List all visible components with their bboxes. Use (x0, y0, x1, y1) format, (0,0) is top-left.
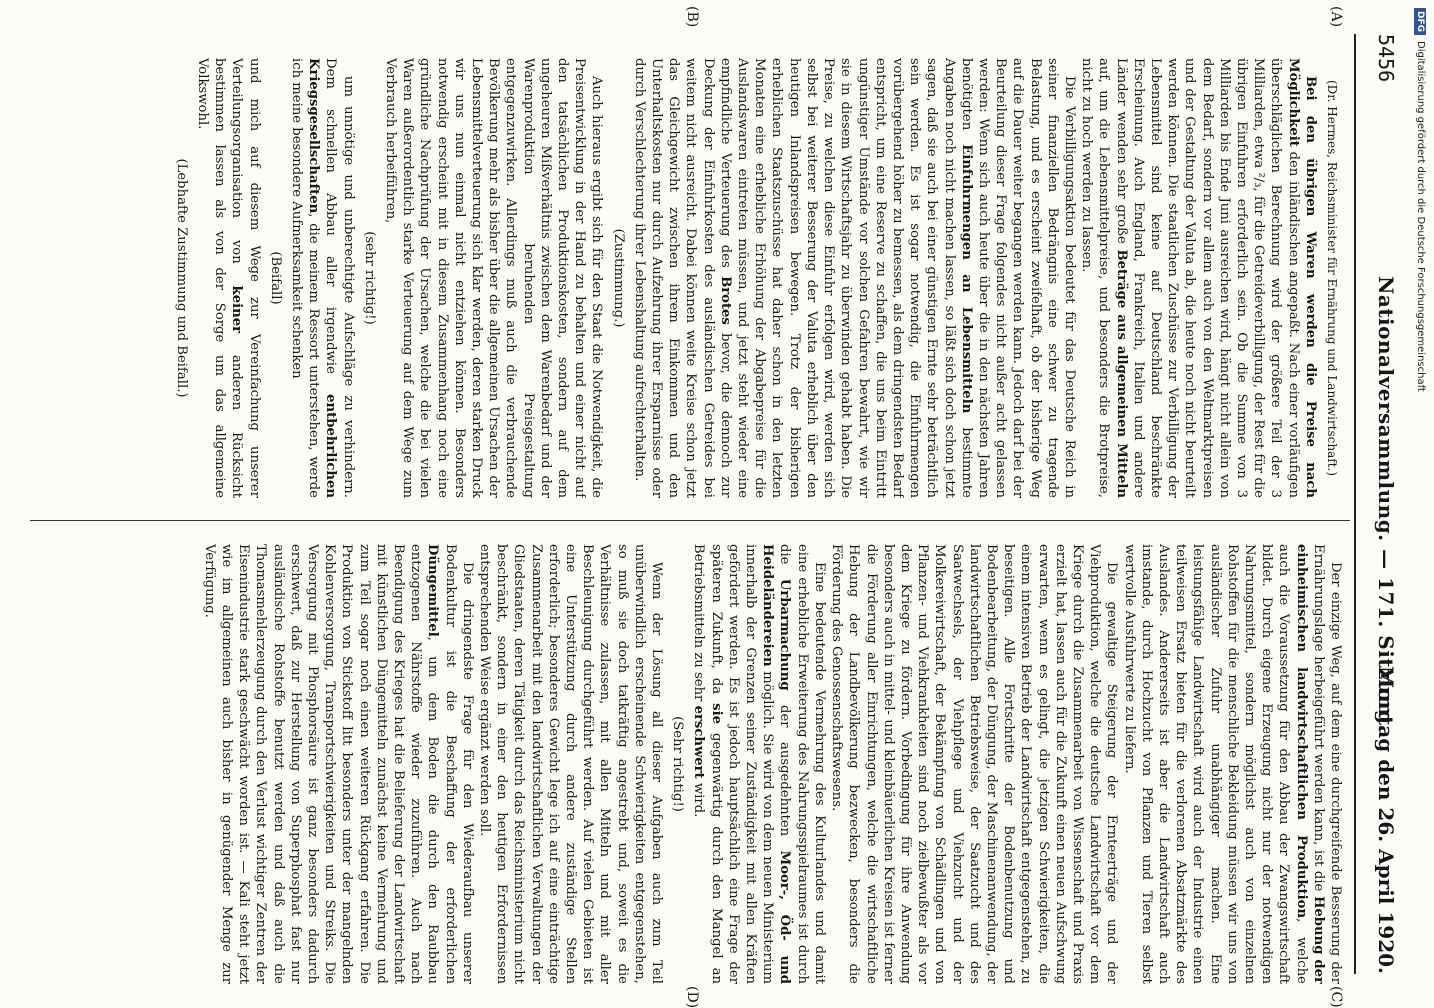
bold-text: Hebung der einheimischen landwirtschaftlichen Produktion (1293, 544, 1326, 984)
text: wird. (691, 778, 707, 818)
running-header (1360, 34, 1412, 974)
right-column (34, 544, 1344, 984)
interjection: (Beifall) (267, 251, 283, 305)
text: auf, um die Lebensmittelpreise, und besonders die Brotpreise, nicht zu hoch werden zu lassen. (1079, 58, 1112, 498)
bold-text: die Preise nach Möglichkeit (1285, 58, 1318, 498)
column-divider (30, 520, 1350, 521)
bold-text: Einfuhrmengen an Lebensmitteln (958, 144, 974, 414)
bold-text: keiner (229, 285, 245, 334)
page-title: Nationalversammlung. — 171. Sitzung. (1374, 276, 1398, 732)
digitization-credit (1414, 8, 1426, 983)
credit-text: Digitalisierung gefördert durch die Deutsche Forschungsgemeinschaft (1415, 41, 1426, 392)
text: Die dringendste Frage für den Wiederaufbau unserer Bodenkultur ist die Beschaffung der erforderlichen (442, 544, 475, 984)
paragraph: Die gewaltige Steigerung der Ernteerträge und der Viehproduktion, welche die deutsche Landwirtschaft vor dem Kriege durch die Zusammenarbeit von Wissenschaft und Praxis erzielt hat, lassen auch für die Zukunft einen neuen Aufschwung erwarten, wenn es gelingt, die jetzigen Schwierigkeiten, die einem intensiven Betrieb der Landwirtschaft entgegenstehen, zu beseitigen. Alle Fortschritte der Bodenbenutzung und Bodenbearbeitung, der Düngung, der Maschinenanwendung, der landwirtschaftlichen Betriebsweise, der Saatzucht und des Saatwechsels, der Viehpflege und Viehzucht und der Molkereiwirtschaft, der Bekämpfung von Schädlingen und von Pflanzen- und Viehkrankheiten sind noch zielbewußter als vor dem Kriege zu fördern. Vorbedingung für ihre Anwendung besonders auch in mittel- und kleinbäuerlichen Kreisen ist ferner die Förderung aller Einrichtungen, welche die wirtschaftliche Hebung der Landbevölkerung bezwecken, besonders die Förderung des Genossenschaftswesens. (829, 544, 1120, 984)
dfg-logo: DFG (1414, 8, 1426, 35)
paragraph (288, 58, 357, 498)
paragraph: Auch hieraus ergibt sich für den Staat die Notwendigkeit, die Preisentwicklung in der Hand zu behalten und einer nicht auf den tatsächlichen Produktionskosten, sondern auf dem ungeheuren Mißverhältnis zwischen dem Warenbedarf und der Warenproduktion beruhenden Preisgestaltung entgegenzuwirken. Allerdings muß auch die verbrauchende Bevölkerung mehr als bisher über die allgemeinen Ursachen der Lebensmittelverteuerung sich klar werden, deren starken Druck wir uns nun einmal nicht entziehen können. Besonders notwendig erscheint mit in diesem Zusammenhang noch eine gründliche Nachprüfung der Ursachen, welche die bei vielen Waren außerordentlich starke Verteuerung auf dem Wege zum Verbrauch herbeiführen, (383, 58, 605, 498)
paragraph (690, 544, 828, 984)
header-rule (1354, 34, 1356, 974)
paragraph (1120, 544, 1344, 984)
text: den inländischen angepaßt. Nach einer vorläufigen überschläglichen Berechnung wird der größere Teil der 3 Milliarden, etwa ²/₃, für die Getreideverbilligung, der Rest für die übrigen Einfuhren erforderlich sein. Ob die Summe von 3 Milliarden bis Ende Juni ausreichen wird, hängt nicht allein von dem Bedarf, sondern vor allem auch von den Weltmarktpreisen und der Gestaltung der Valuta ab, die heute noch nicht beurteilt werden können. Die staatlichen Zuschüsse zur Verbilligung der Lebensmittel sind keine auf Deutschland beschränkte Erscheinung. Auch England, Frankreich, Italien und andere Länder wenden sehr große (1113, 58, 1301, 498)
paragraph (1078, 58, 1319, 498)
text: , die meinem Ressort unterstehen, werde ich meine besondere Aufmerksamkeit schenken (289, 58, 322, 498)
page-number: 5456 (1374, 34, 1398, 83)
bold-text: erschwert (691, 705, 707, 779)
text: bestimmte Angaben noch nicht machen lassen, so läßt sich doch schon jetzt sagen, daß sie auch bei einer günstigen Ernte sehr beträchtlich sein werden. Es ist sogar notwendig, die Einfuhrmengen vorübergehend höher zu bemessen, als dem dringendsten Bedarf entspricht, um eine Reserve zu schaffen, die uns beim Eintritt ungünstiger Umstände vor solchen Gefahren bewahrt, wie wir sie in diesem Wirtschaftsjahr zu überwinden gehabt haben. Die Preise, zu welchen diese Einfuhr erfolgen wird, werden sich selbst bei weiterer Besserung der Valuta erheblich über den heutigen Inlandspreisen bewegen. Trotz der bisherigen erheblichen Staatszuschüsse hat daher schon in den letzten Monaten eine erhebliche Erhöhung der Abgabepreise für die Auslandswaren eintreten müssen, und jetzt steht wieder eine empfindliche Verteuerung des (717, 58, 974, 498)
text: Die Verbilligungsaktion bedeutet für das Deutsche Reich in seiner finanziellen Bedrängnis eine schwer zu tragende Belastung, und es erscheint zweifelhaft, ob der bisherige Weg auf die Dauer weiter begangen werden kann. Jedoch darf bei der Beurteilung dieser Frage folgendes nicht außer acht gelassen werden: Wenn sich auch heute über die in den nächsten Jahren benötigten (958, 58, 1077, 498)
margin-mark-c: (C) (1328, 986, 1344, 1008)
bold-text: Beträge aus allgemeinen Mitteln (1113, 249, 1129, 498)
text: bevor, die dennoch zur Deckung der Einfuhrkosten des ausländischen Getreides bei weitem nicht ausreicht. Dabei können weite Kreise schon jetzt das Gleichgewicht zwischen ihrem Einkommen und den Unterhaltskosten nur durch Aufzehrung ihrer Ersparnisse oder durch Verschlechterung ihrer Lebenshaltung aufrechterhalten. (631, 58, 733, 498)
text: um unnötige und unberechtigte Aufschläge zu verhindern. Dem schnellen Abbau aller irgendwie (323, 58, 356, 498)
margin-mark-a: (A) (1328, 6, 1344, 28)
bold-text: Moor-, Öd- und Heideländereien (760, 544, 793, 984)
speaker-note: (Dr. Hermes, Reichsminister für Ernährung und Landwirtschaft.) (1325, 79, 1339, 477)
text: gegenwärtig durch den Mangel an Betriebsmitteln zu sehr (691, 544, 724, 984)
text: , um dem Boden die durch den Raubbau entzogenen Nährstoffe wieder zuzuführen. Auch nach Beendigung des Krieges hat die Belieferung der Landwirtschaft mit künstlichen Düngemitteln zunächst keine Vermehrung und zum Teil sogar noch einen weiteren Rückgang erfahren. Die Produktion von Stickstoff litt besonders unter der mangelnden Kohlenversorgung, Transportschwierigkeiten und Streiks. Die Versorgung mit Phosphorsäure ist ganz besonders dadurch erschwert, daß zur Herstellung von Superphosphat fast nur ausländische Rohstoffe benutzt werden und daß auch die Thomasmehlerzeugung durch den Verlust wichtiger Zentren der Eisenindustrie stark geschwächt worden ist. — Kali steht jetzt wie im allgemeinen auch bisher in genügender Menge zur Verfügung. (201, 544, 441, 984)
text: möglich. Sie wird von dem neuen Ministerium innerhalb der Grenzen seiner Zuständigkeit mit allen Kräften gefördert werden. Es ist jedoch hauptsächlich eine Frage der späteren Zukunft, da (708, 544, 776, 984)
session-date: Montag den 26. April 1920. (1374, 666, 1398, 974)
text: der ausgedehnten (777, 690, 793, 851)
text: Eine bedeutende Vermehrung des Kulturlandes und damit eine erhebliche Erweiterung des Nahrungsspielraumes ist durch die (777, 544, 827, 984)
paragraph (194, 58, 263, 498)
margin-mark-d: (D) (684, 986, 700, 1008)
bold-text: Urbarmachung (777, 578, 793, 691)
bold-text: Brotes (717, 276, 733, 325)
interjection: (Lebhafte Zustimmung und Beifall.) (173, 158, 189, 398)
interjection: (Zustimmung.) (610, 228, 626, 328)
interjection: (Sehr richtig!) (670, 716, 686, 812)
left-column (34, 58, 1344, 498)
bold-text: sie (708, 703, 724, 724)
paragraph (631, 58, 1078, 498)
text: und mich auf diesem Wege zur Vereinfachung unserer Verteilungsorganisation von (229, 58, 262, 498)
margin-mark-b: (B) (684, 6, 700, 28)
interjection: (sehr richtig!) (361, 231, 377, 325)
bold-text: entbehrlichen Kriegsgesellschaften (306, 58, 339, 498)
text: Der einzige Weg, auf dem eine durchgreifende Besserung der Ernährungslage herbeigeführt werden kann, ist die (1310, 544, 1343, 984)
paragraph: Wenn der Lösung all dieser Aufgaben auch zum Teil unüberwindlich erscheinende Schwierigkeiten entgegenstehen, so muß sie doch tatkräftig angestrebt und, soweit es die Verhältnisse zulassen, mit allen Mitteln und mit aller Beschleunigung durchgeführt werden. Auf vielen Gebieten ist eine Unterstützung durch andere zuständige Stellen erforderlich; besonderes Gewicht lege ich auf eine einträchtige Zusammenarbeit mit den landwirtschaftlichen Verwaltungen der Gliedstaaten, deren Tätigkeit durch das Reichsministerium nicht beschränkt, sondern in einer den heutigen Erfordernissen entsprechenden Weise ergänzt werden soll. (477, 544, 665, 984)
paragraph (201, 544, 476, 984)
text: , welche auch die Voraussetzung für den Abbau der Zwangswirtschaft bildet. Durch eigene Erzeugung nicht nur der notwendigen Nahrungsmittel, sondern möglichst auch von einzelnen Rohstoffen für die menschliche Bekleidung müssen wir uns von ausländischer Zufuhr unabhängiger machen. Eine leistungsfähige Landwirtschaft wird auch der Industrie einen teilweisen Ersatz bieten für die verlorenen Absatzmärkte des Auslandes. Andererseits ist aber die Landwirtschaft auch imstande, durch Hochzucht von Pflanzen und Tieren selbst wertvolle Ausfuhrwerte zu liefern. (1121, 544, 1309, 984)
bold-text: Düngemittel (425, 544, 441, 637)
text: anderen Rücksicht bestimmen lassen als von der Sorge um das allgemeine Volkswohl. (195, 58, 245, 498)
bold-text: Bei den übrigen Waren werden (1302, 76, 1318, 364)
